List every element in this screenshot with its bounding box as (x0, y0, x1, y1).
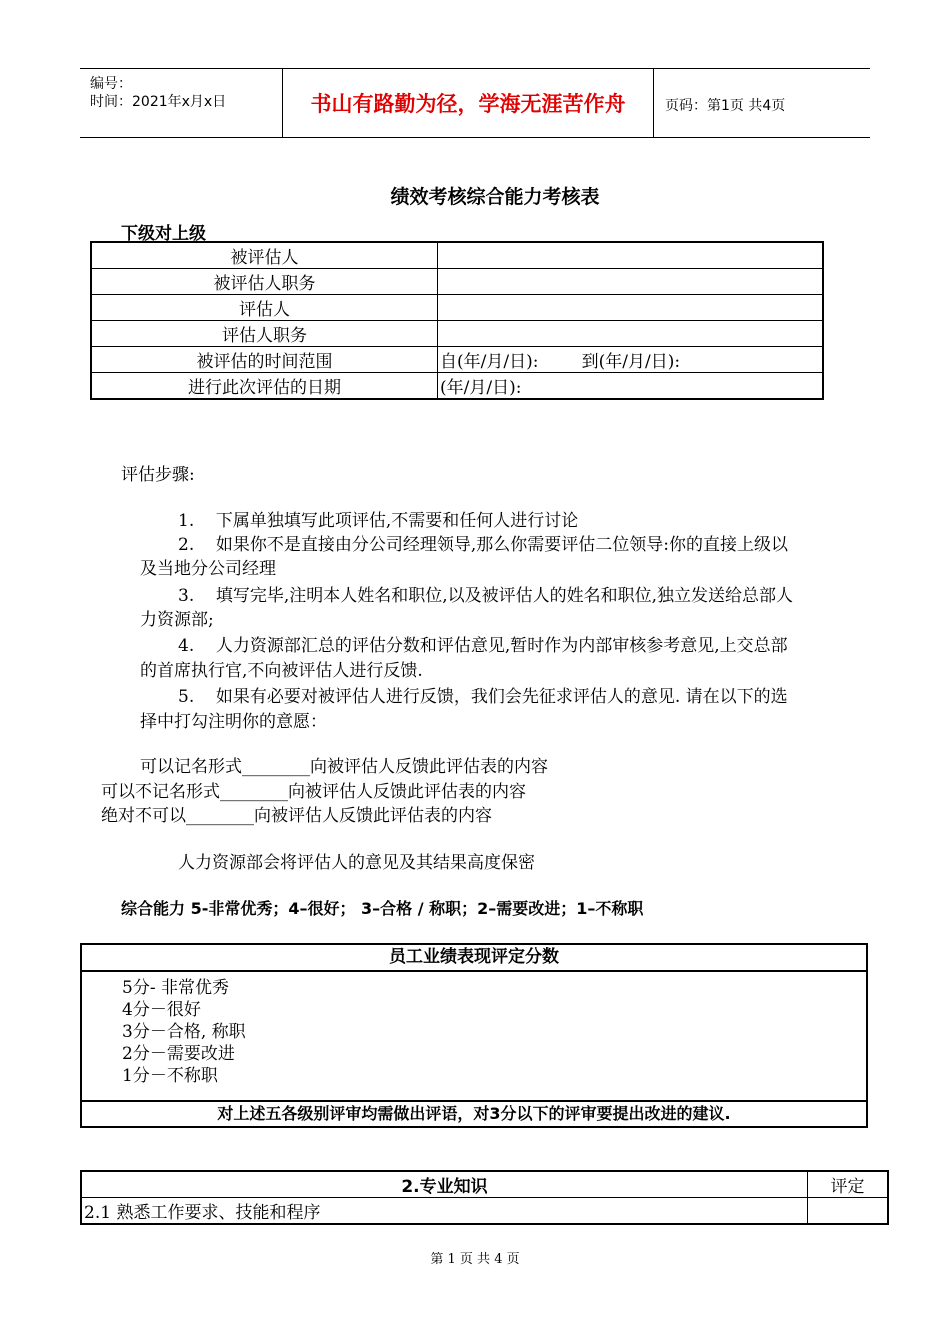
motto-cell (282, 69, 654, 137)
step-3-cont: 力资源部; (140, 610, 214, 630)
info-table (90, 241, 824, 400)
table-cell-value[interactable] (438, 295, 824, 321)
score-item: 2分－需要改进 (122, 1044, 235, 1064)
score-item: 3分－合格, 称职 (122, 1022, 246, 1042)
table-row (91, 373, 823, 400)
page-header (80, 68, 870, 138)
page-info: 页码：第1页 共4页 (665, 98, 786, 114)
steps-heading: 评估步骤: (121, 465, 195, 485)
motto: 书山有路勤为径，学海无涯苦作舟 (310, 92, 626, 116)
step-3: 3. 填写完毕,注明本人姓名和职位,以及被评估人的姓名和职位,独立发送给总部人 (178, 586, 794, 606)
rating-header: 评定 (808, 1171, 889, 1198)
score-item: 5分- 非常优秀 (122, 978, 229, 998)
table-cell-label: 被评估的时间范围 (91, 347, 438, 373)
table-cell-value[interactable] (438, 321, 824, 347)
table-row (91, 347, 823, 373)
table-cell-value[interactable]: 自(年/月/日): 到(年/月/日): (438, 347, 824, 373)
table-cell-label: 被评估人 (91, 242, 438, 269)
step-2-cont: 及当地分公司经理 (140, 559, 276, 579)
score-item: 1分－不称职 (122, 1066, 218, 1086)
page-footer: 第 1 页 共 4 页 (430, 1252, 520, 1267)
rating-cell[interactable] (808, 1198, 889, 1225)
score-box (80, 943, 868, 1128)
step-2: 2. 如果你不是直接由分公司经理领导,那么你需要评估二位领导:你的直接上级以 (178, 535, 788, 555)
score-item: 4分－很好 (122, 1000, 201, 1020)
step-5: 5. 如果有必要对被评估人进行反馈，我们会先征求评估人的意见. 请在以下的选 (178, 687, 788, 707)
table-row (91, 242, 823, 269)
number-label: 编号： (90, 76, 132, 92)
score-box-footer: 对上述五各级别评审均需做出评语，对3分以下的评审要提出改进的建议. (82, 1100, 866, 1126)
scale-line: 综合能力 5-非常优秀；4–很好； 3–合格 / 称职；2–需要改进；1–不称职 (121, 899, 644, 918)
score-box-heading: 员工业绩表现评定分数 (82, 945, 866, 972)
step-4: 4. 人力资源部汇总的评估分数和评估意见,暂时作为内部审核参考意见,上交总部 (178, 636, 788, 656)
option-named: 可以记名形式________向被评估人反馈此评估表的内容 (140, 757, 548, 777)
option-anonymous: 可以不记名形式________向被评估人反馈此评估表的内容 (101, 782, 526, 802)
table-row (91, 269, 823, 295)
table-cell-label: 评估人职务 (91, 321, 438, 347)
time-label: 时间：2021年x月x日 (90, 94, 227, 110)
table-cell-label: 评估人 (91, 295, 438, 321)
table-cell-value[interactable] (438, 269, 824, 295)
table-cell-value[interactable]: (年/月/日): (438, 373, 824, 400)
table-row (81, 1171, 888, 1198)
page-title: 绩效考核综合能力考核表 (390, 186, 600, 208)
table-cell-label: 被评估人职务 (91, 269, 438, 295)
step-4-cont: 的首席执行官,不向被评估人进行反馈. (140, 661, 423, 681)
knowledge-heading: 2.专业知识 (81, 1171, 808, 1198)
confidential-note: 人力资源部会将评估人的意见及其结果高度保密 (178, 853, 535, 873)
table-cell-label: 进行此次评估的日期 (91, 373, 438, 400)
knowledge-table (80, 1170, 889, 1225)
table-row (91, 295, 823, 321)
option-never: 绝对不可以________向被评估人反馈此评估表的内容 (101, 806, 492, 826)
table-row (81, 1198, 888, 1225)
table-cell-value[interactable] (438, 242, 824, 269)
step-5-cont: 择中打勾注明你的意愿： (140, 712, 327, 732)
knowledge-item: 2.1 熟悉工作要求、技能和程序 (81, 1198, 808, 1225)
subtitle: 下级对上级 (121, 224, 206, 244)
table-row (91, 321, 823, 347)
step-1: 1. 下属单独填写此项评估,不需要和任何人进行讨论 (178, 511, 579, 531)
